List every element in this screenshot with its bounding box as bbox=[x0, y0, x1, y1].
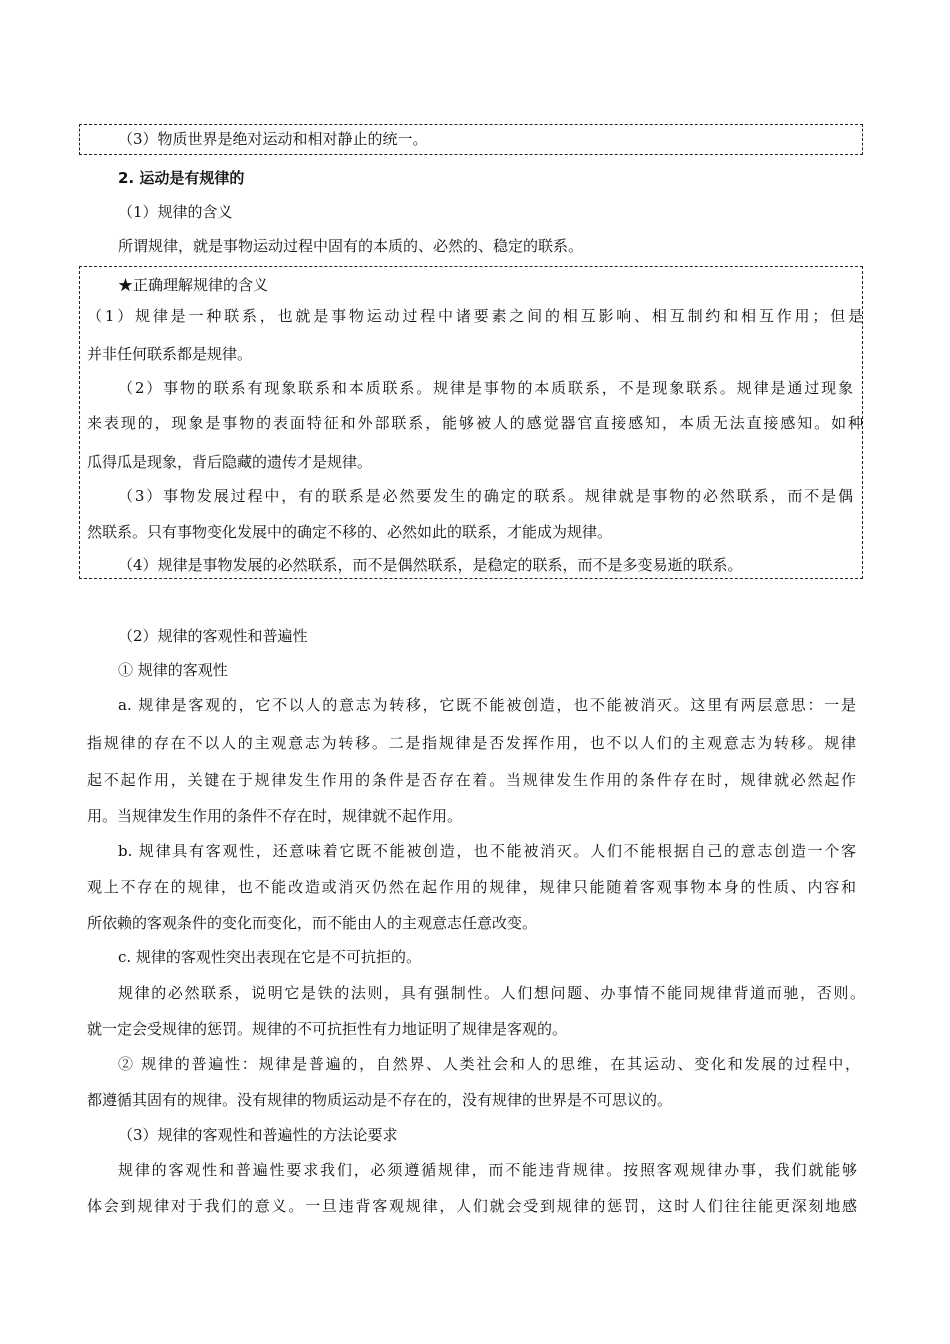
para-a-line4: 用。当规律发生作用的条件不存在时，规律就不起作用。 bbox=[87, 807, 463, 825]
para-d-line1: 规律的必然联系，说明它是铁的法则，具有强制性。人们想问题、办事情不能同规律背道而驰，否则。 bbox=[118, 984, 865, 1002]
subheading-objectivity-1: ① 规律的客观性 bbox=[118, 661, 228, 679]
box2-point2-line3: 瓜得瓜是现象，背后隐藏的遗传才是规律。 bbox=[87, 453, 373, 471]
subheading-meaning: （1）规律的含义 bbox=[118, 203, 233, 221]
subheading-methodology: （3）规律的客观性和普遍性的方法论要求 bbox=[118, 1126, 398, 1144]
box2-point2-line1: （2）事物的联系有现象联系和本质联系。规律是事物的本质联系，不是现象联系。规律是通过现象 bbox=[118, 379, 853, 397]
box2-point2-line2: 来表现的，现象是事物的表面特征和外部联系，能够被人的感觉器官直接感知，本质无法直接感知。如种 bbox=[87, 414, 863, 432]
para-a-line2: 指规律的存在不以人的主观意志为转移。二是指规律是否发挥作用，也不以人们的主观意志为转移。规律 bbox=[87, 734, 856, 752]
para-f-line1: 规律的客观性和普遍性要求我们，必须遵循规律，而不能违背规律。按照客观规律办事，我们就能够 bbox=[118, 1161, 857, 1179]
para-b-line1: b. 规律具有客观性，还意味着它既不能被创造，也不能被消灭。人们不能根据自己的意志创造一个客 bbox=[118, 842, 856, 860]
box2-title: ★正确理解规律的含义 bbox=[118, 276, 269, 294]
box2-point1-line2: 并非任何联系都是规律。 bbox=[87, 345, 253, 363]
box1-line: （3）物质世界是绝对运动和相对静止的统一。 bbox=[118, 130, 428, 148]
box2-point3-line1: （3）事物发展过程中，有的联系是必然要发生的确定的联系。规律就是事物的必然联系，而不是偶 bbox=[118, 487, 853, 505]
section-heading: 2. 运动是有规律的 bbox=[118, 169, 245, 187]
para-e-line1: ② 规律的普遍性：规律是普遍的，自然界、人类社会和人的思维，在其运动、变化和发展的过程中， bbox=[118, 1055, 860, 1073]
box2-point4: （4）规律是事物发展的必然联系，而不是偶然联系，是稳定的联系，而不是多变易逝的联系。 bbox=[118, 556, 743, 574]
para-e-line2: 都遵循其固有的规律。没有规律的物质运动是不存在的，没有规律的世界是不可思议的。 bbox=[87, 1091, 673, 1109]
para-c-line1: c. 规律的客观性突出表现在它是不可抗拒的。 bbox=[118, 948, 421, 966]
definition-paragraph: 所谓规律，就是事物运动过程中固有的本质的、必然的、稳定的联系。 bbox=[118, 237, 584, 255]
subheading-objectivity: （2）规律的客观性和普遍性 bbox=[118, 627, 308, 645]
para-a-line3: 起不起作用，关键在于规律发生作用的条件是否存在着。当规律发生作用的条件存在时，规律就必然起作 bbox=[87, 771, 856, 789]
box2-point1-line1: （1）规律是一种联系，也就是事物运动过程中诸要素之间的相互影响、相互制约和相互作用；但是 bbox=[87, 307, 863, 325]
para-f-line2: 体会到规律对于我们的意义。一旦违背客观规律，人们就会受到规律的惩罚，这时人们往往能更深刻地感 bbox=[87, 1197, 857, 1215]
box2-point3-line2: 然联系。只有事物变化发展中的确定不移的、必然如此的联系，才能成为规律。 bbox=[87, 523, 613, 541]
para-b-line3: 所依赖的客观条件的变化而变化，而不能由人的主观意志任意改变。 bbox=[87, 914, 538, 932]
para-d-line2: 就一定会受规律的惩罚。规律的不可抗拒性有力地证明了规律是客观的。 bbox=[87, 1020, 568, 1038]
para-b-line2: 观上不存在的规律，也不能改造或消灭仍然在起作用的规律，规律只能随着客观事物本身的性质、内容和 bbox=[87, 878, 856, 896]
para-a-line1: a. 规律是客观的，它不以人的意志为转移，它既不能被创造，也不能被消灭。这里有两层意思：一是 bbox=[118, 696, 856, 714]
